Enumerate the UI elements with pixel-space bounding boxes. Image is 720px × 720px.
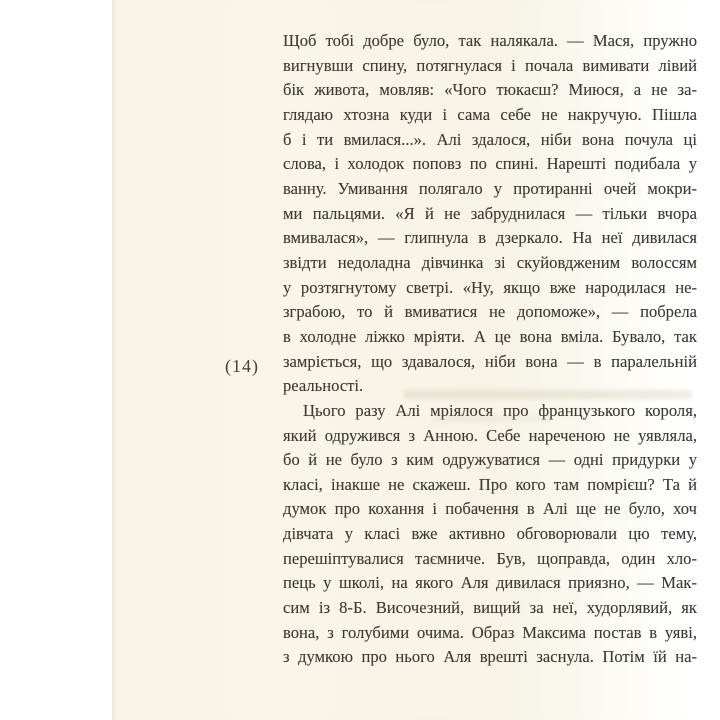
text-line: слова, і холодок поповз по спині. Нарешті подибала у xyxy=(283,154,697,174)
text-line: ми пальцями. «Я й не забруднилася — тільки вчора xyxy=(283,203,697,223)
text-line: Щоб тобі добре було, так налякала. — Мася, пружно xyxy=(283,31,697,50)
text-line: вигнувши спину, потягнулася і почала вимивати лівий xyxy=(283,55,697,75)
text-line: вона, з голубими очима. Образ Максима постав в уяві, xyxy=(283,622,697,642)
text-line: вмивалася», — глипнула в дзеркало. На неї дивилася xyxy=(283,228,697,248)
text-line: глядаю хтозна куди і сама себе не накручую. Пішла xyxy=(283,104,697,124)
text-line: бо й не було з ким одружуватися — одні придурки у xyxy=(283,450,697,470)
text-line: реальності. xyxy=(283,376,364,396)
book-page xyxy=(112,0,720,720)
paragraph xyxy=(283,29,697,399)
text-line: пець у школі, на якого Аля дивилася приязно, — Мак- xyxy=(283,573,697,593)
text-line: дівчата у класі вже активно обговорювали цю тему, xyxy=(283,524,697,544)
text-line: сим із 8-Б. Височезний, вищий за неї, худорлявий, як xyxy=(283,598,697,618)
show-through-artifact xyxy=(432,415,552,422)
text-line: перешіптувалися таємниче. Був, щоправда, один хло- xyxy=(283,548,697,568)
show-through-artifact xyxy=(404,390,692,399)
text-line: в холодне ліжко мріяти. А це вона вміла. Бувало, так xyxy=(283,326,697,346)
text-line: ванну. Умивання полягало у протиранні очей мокри- xyxy=(283,178,697,198)
page-number: (14) xyxy=(225,356,259,376)
text-line: думок про кохання і побачення в Алі ще не було, хоч xyxy=(283,499,697,519)
text-line: у розтягнутому светрі. «Ну, якщо вже народилася не- xyxy=(283,277,697,297)
text-line: який одружився з Анною. Себе нареченою не уявляла, xyxy=(283,425,697,445)
text-line: б і ти вмилася...». Алі здалося, ніби вона почула ці xyxy=(283,129,697,149)
text-line: зграбою, то й вмиватися не допоможе», — побрела xyxy=(283,302,697,322)
text-line: звідти недоладна дівчинка зі скуйовдженим волоссям xyxy=(283,252,697,272)
text-column xyxy=(283,29,697,670)
paragraph xyxy=(283,399,697,670)
text-line: замріється, що здавалося, ніби вона — в паралельній xyxy=(283,351,697,371)
text-line: Цього разу Алі мріялося про французького короля, xyxy=(303,400,697,420)
text-line: з думкою про нього Аля врешті заснула. Потім їй на- xyxy=(283,647,697,667)
text-line: класі, інакше не скажеш. Про кого там помрієш? Та й xyxy=(283,474,697,494)
text-line: бік живота, мовляв: «Чого тюкаєш? Миюся, а не за- xyxy=(283,80,697,100)
